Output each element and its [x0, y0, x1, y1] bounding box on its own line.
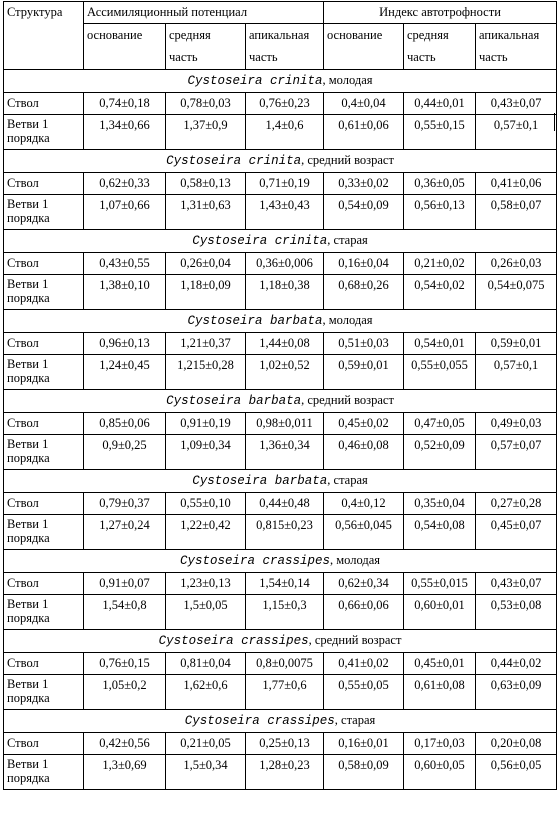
value-cell: 1,24±0,45: [84, 355, 166, 390]
value-cell: 0,16±0,04: [324, 253, 404, 275]
value-cell: 0,45±0,07: [476, 515, 557, 550]
value-cell: 0,61±0,06: [324, 115, 404, 150]
value-cell: 0,43±0,07: [476, 93, 557, 115]
section-title: [4, 550, 557, 573]
value-cell: 0,74±0,18: [84, 93, 166, 115]
value-cell: 1,05±0,2: [84, 675, 166, 710]
value-cell: 0,36±0,05: [404, 173, 476, 195]
header-autotrophy-index: Индекс автотрофности: [324, 2, 557, 24]
age-group: , старая: [334, 713, 376, 727]
table-row: [4, 515, 557, 550]
text-cursor: [554, 113, 555, 131]
species-name: Cystoseira barbata: [166, 394, 302, 408]
value-cell: 1,54±0,8: [84, 595, 166, 630]
value-cell: 0,59±0,01: [324, 355, 404, 390]
value-cell: 0,57±0,07: [476, 435, 557, 470]
value-cell: 0,8±0,0075: [246, 653, 324, 675]
row-label: Ствол: [4, 413, 84, 435]
value-cell: 0,85±0,06: [84, 413, 166, 435]
value-cell: 0,60±0,01: [404, 595, 476, 630]
value-cell: 0,55±0,05: [324, 675, 404, 710]
value-cell: 0,81±0,04: [166, 653, 246, 675]
row-label: Ветви 1 порядка: [4, 115, 84, 150]
section-title: [4, 710, 557, 733]
value-cell: 0,42±0,56: [84, 733, 166, 755]
table-row: [4, 413, 557, 435]
value-cell: 1,38±0,10: [84, 275, 166, 310]
row-label: Ветви 1 порядка: [4, 515, 84, 550]
value-cell: 0,16±0,01: [324, 733, 404, 755]
value-cell: 0,33±0,02: [324, 173, 404, 195]
value-cell: 1,21±0,37: [166, 333, 246, 355]
section-row: [4, 630, 557, 653]
age-group: , средний возраст: [301, 153, 394, 167]
value-cell: 1,02±0,52: [246, 355, 324, 390]
value-cell: 0,61±0,08: [404, 675, 476, 710]
value-cell: 0,25±0,13: [246, 733, 324, 755]
row-label: Ветви 1 порядка: [4, 435, 84, 470]
value-cell: 1,07±0,66: [84, 195, 166, 230]
value-cell: 0,44±0,01: [404, 93, 476, 115]
value-cell: 0,21±0,02: [404, 253, 476, 275]
value-cell: 1,18±0,38: [246, 275, 324, 310]
header-sub-apical: апикальная часть: [246, 24, 324, 70]
value-cell: 0,58±0,07: [476, 195, 557, 230]
row-label: Ствол: [4, 573, 84, 595]
table-row: [4, 653, 557, 675]
row-label: Ветви 1 порядка: [4, 275, 84, 310]
value-cell: 0,47±0,05: [404, 413, 476, 435]
table-row: [4, 675, 557, 710]
value-cell: 0,60±0,05: [404, 755, 476, 790]
table-row: [4, 355, 557, 390]
value-cell: 0,96±0,13: [84, 333, 166, 355]
value-cell: 0,66±0,06: [324, 595, 404, 630]
species-name: Cystoseira crinita: [192, 234, 328, 248]
species-name: Cystoseira barbata: [187, 314, 323, 328]
value-cell: 0,4±0,04: [324, 93, 404, 115]
age-group: , молодая: [322, 73, 373, 87]
value-cell: 0,56±0,045: [324, 515, 404, 550]
value-cell: 0,35±0,04: [404, 493, 476, 515]
value-cell: 1,23±0,13: [166, 573, 246, 595]
section-row: [4, 390, 557, 413]
value-cell: 1,4±0,6: [246, 115, 324, 150]
table-row: [4, 253, 557, 275]
row-label: Ствол: [4, 93, 84, 115]
section-row: [4, 710, 557, 733]
value-cell: 0,21±0,05: [166, 733, 246, 755]
value-cell: 0,54±0,02: [404, 275, 476, 310]
section-row: [4, 310, 557, 333]
value-cell: 0,815±0,23: [246, 515, 324, 550]
row-label: Ствол: [4, 653, 84, 675]
value-cell: 1,15±0,3: [246, 595, 324, 630]
value-cell: 0,79±0,37: [84, 493, 166, 515]
table-row: [4, 115, 557, 150]
table-row: [4, 733, 557, 755]
value-cell: 0,55±0,015: [404, 573, 476, 595]
species-name: Cystoseira crinita: [166, 154, 302, 168]
value-cell: 0,62±0,33: [84, 173, 166, 195]
section-title: [4, 390, 557, 413]
row-label: Ветви 1 порядка: [4, 755, 84, 790]
value-cell: 0,43±0,07: [476, 573, 557, 595]
section-row: [4, 230, 557, 253]
value-cell: 1,5±0,05: [166, 595, 246, 630]
age-group: , старая: [327, 233, 368, 247]
header-row-top: [4, 2, 557, 24]
age-group: , средний возраст: [308, 633, 402, 647]
value-cell: 0,78±0,03: [166, 93, 246, 115]
value-cell: 0,68±0,26: [324, 275, 404, 310]
value-cell: 0,58±0,09: [324, 755, 404, 790]
age-group: , молодая: [330, 553, 381, 567]
table-row: [4, 173, 557, 195]
value-cell: 0,43±0,55: [84, 253, 166, 275]
value-cell: 0,44±0,02: [476, 653, 557, 675]
table-row: [4, 93, 557, 115]
value-cell: 1,3±0,69: [84, 755, 166, 790]
value-cell: 0,17±0,03: [404, 733, 476, 755]
table-row: [4, 493, 557, 515]
value-cell: 0,49±0,03: [476, 413, 557, 435]
value-cell: 1,62±0,6: [166, 675, 246, 710]
table-row: [4, 333, 557, 355]
value-cell: 1,77±0,6: [246, 675, 324, 710]
table-row: [4, 275, 557, 310]
value-cell: 0,76±0,23: [246, 93, 324, 115]
age-group: , средний возраст: [301, 393, 394, 407]
value-cell: 0,54±0,075: [476, 275, 557, 310]
value-cell: 0,57±0,1: [476, 355, 557, 390]
value-cell: 0,51±0,03: [324, 333, 404, 355]
value-cell: 1,31±0,63: [166, 195, 246, 230]
section-row: [4, 470, 557, 493]
header-structure: Структура: [4, 2, 84, 70]
value-cell: 0,45±0,02: [324, 413, 404, 435]
table-row: [4, 573, 557, 595]
value-cell: 1,37±0,9: [166, 115, 246, 150]
row-label: Ствол: [4, 733, 84, 755]
header-sub-base: основание: [324, 24, 404, 70]
value-cell: 0,56±0,13: [404, 195, 476, 230]
value-cell: 0,36±0,006: [246, 253, 324, 275]
value-cell: 0,91±0,07: [84, 573, 166, 595]
value-cell: 0,55±0,055: [404, 355, 476, 390]
value-cell: 0,56±0,05: [476, 755, 557, 790]
value-cell: 0,58±0,13: [166, 173, 246, 195]
species-name: Cystoseira crassipes: [179, 554, 331, 568]
age-group: , молодая: [322, 313, 373, 327]
value-cell: 0,46±0,08: [324, 435, 404, 470]
table-row: [4, 755, 557, 790]
value-cell: 1,36±0,34: [246, 435, 324, 470]
table-row: [4, 435, 557, 470]
value-cell: 0,98±0,011: [246, 413, 324, 435]
header-sub-middle: средняя часть: [404, 24, 476, 70]
value-cell: 0,44±0,48: [246, 493, 324, 515]
value-cell: 0,53±0,08: [476, 595, 557, 630]
value-cell: 1,28±0,23: [246, 755, 324, 790]
species-name: Cystoseira crassipes: [184, 714, 335, 728]
value-cell: 1,22±0,42: [166, 515, 246, 550]
row-label: Ветви 1 порядка: [4, 355, 84, 390]
table-row: [4, 595, 557, 630]
value-cell: 0,41±0,06: [476, 173, 557, 195]
value-cell: 1,27±0,24: [84, 515, 166, 550]
section-row: [4, 150, 557, 173]
value-cell: 0,54±0,09: [324, 195, 404, 230]
value-cell: 0,26±0,03: [476, 253, 557, 275]
section-title: [4, 70, 557, 93]
row-label: Ветви 1 порядка: [4, 595, 84, 630]
value-cell: 1,5±0,34: [166, 755, 246, 790]
section-title: [4, 150, 557, 173]
species-name: Cystoseira crinita: [187, 74, 323, 88]
section-title: [4, 230, 557, 253]
species-name: Cystoseira barbata: [192, 474, 328, 488]
age-group: , старая: [327, 473, 368, 487]
value-cell: 0,54±0,01: [404, 333, 476, 355]
value-cell: 0,76±0,15: [84, 653, 166, 675]
header-sub-base: основание: [84, 24, 166, 70]
value-cell: 0,52±0,09: [404, 435, 476, 470]
value-cell: 0,4±0,12: [324, 493, 404, 515]
section-row: [4, 550, 557, 573]
table-row: [4, 195, 557, 230]
value-cell: 1,44±0,08: [246, 333, 324, 355]
value-cell: 1,54±0,14: [246, 573, 324, 595]
value-cell: 1,215±0,28: [166, 355, 246, 390]
section-row: [4, 70, 557, 93]
value-cell: 0,59±0,01: [476, 333, 557, 355]
header-row-sub: [4, 24, 557, 70]
header-sub-middle: средняя часть: [166, 24, 246, 70]
value-cell: 0,54±0,08: [404, 515, 476, 550]
value-cell: 0,20±0,08: [476, 733, 557, 755]
value-cell: 0,9±0,25: [84, 435, 166, 470]
row-label: Ствол: [4, 493, 84, 515]
value-cell: 0,62±0,34: [324, 573, 404, 595]
value-cell: 1,09±0,34: [166, 435, 246, 470]
row-label: Ствол: [4, 333, 84, 355]
value-cell: 0,26±0,04: [166, 253, 246, 275]
value-cell: 0,27±0,28: [476, 493, 557, 515]
row-label: Ствол: [4, 173, 84, 195]
section-title: [4, 310, 557, 333]
value-cell: 1,34±0,66: [84, 115, 166, 150]
header-sub-apical: апикальная часть: [476, 24, 557, 70]
section-title: [4, 470, 557, 493]
row-label: Ствол: [4, 253, 84, 275]
header-assimilation-potential: Ассимиляционный потенциал: [84, 2, 324, 24]
value-cell: 0,57±0,1: [476, 115, 557, 150]
value-cell: 0,71±0,19: [246, 173, 324, 195]
value-cell: 0,63±0,09: [476, 675, 557, 710]
section-title: [4, 630, 557, 653]
data-table: [3, 1, 557, 790]
value-cell: 1,43±0,43: [246, 195, 324, 230]
value-cell: 0,55±0,15: [404, 115, 476, 150]
row-label: Ветви 1 порядка: [4, 195, 84, 230]
species-name: Cystoseira crassipes: [158, 634, 309, 648]
value-cell: 0,45±0,01: [404, 653, 476, 675]
value-cell: 1,18±0,09: [166, 275, 246, 310]
row-label: Ветви 1 порядка: [4, 675, 84, 710]
value-cell: 0,55±0,10: [166, 493, 246, 515]
value-cell: 0,91±0,19: [166, 413, 246, 435]
value-cell: 0,41±0,02: [324, 653, 404, 675]
